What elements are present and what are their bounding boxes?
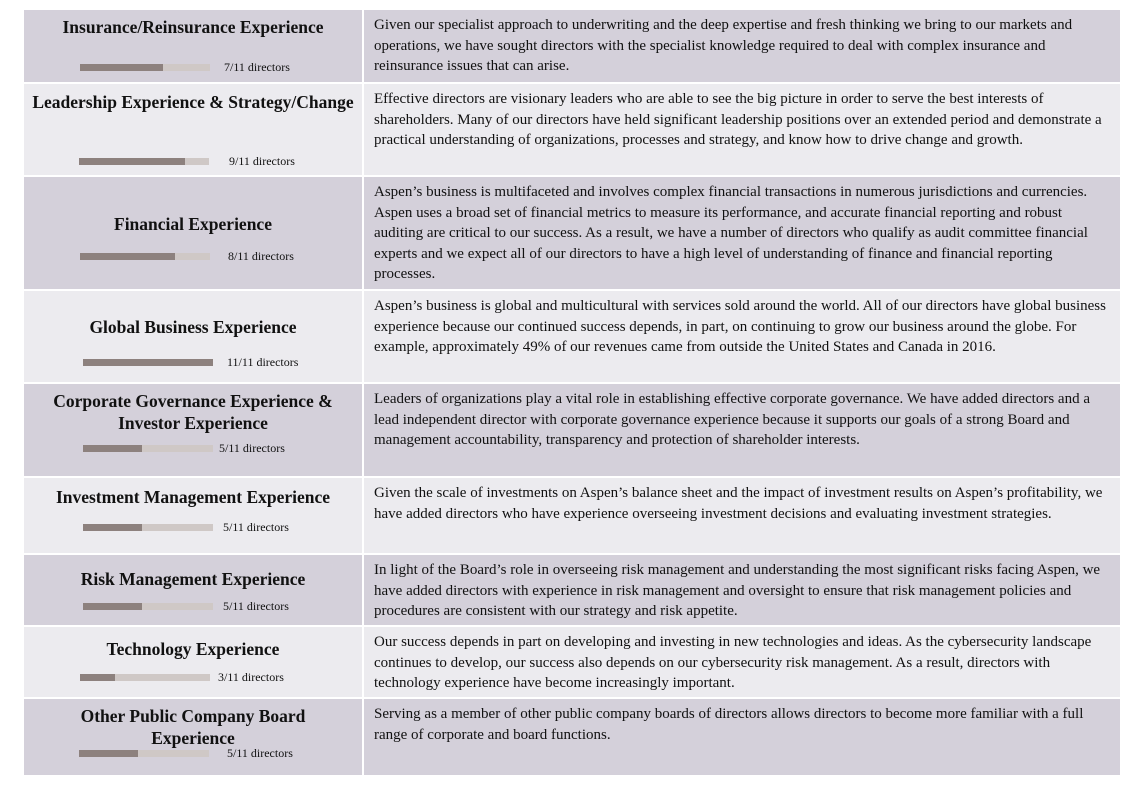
skill-cell bbox=[24, 291, 364, 382]
skill-meter bbox=[83, 520, 289, 535]
skill-count: 9/11 directors bbox=[229, 154, 295, 168]
skill-meter bbox=[80, 249, 294, 264]
skill-description: Given our specialist approach to underwriting and the deep expertise and fresh thinking we bring to our markets and operations, we have sought directors with the specialist knowledge required to deal with complex insurance and reinsurance issues that can arise. bbox=[364, 10, 1120, 82]
skill-cell bbox=[24, 478, 364, 553]
skill-cell bbox=[24, 177, 364, 289]
skill-description: Serving as a member of other public company boards of directors allows directors to become more familiar with a full range of corporate and board functions. bbox=[364, 699, 1120, 775]
skill-title: Technology Experience bbox=[106, 639, 280, 659]
skill-description: Leaders of organizations play a vital role in establishing effective corporate governance. We have added directors and a lead independent director with corporate governance experience because it supports our goals of a strong Board and management accountability, transparency and protection of shareholder interests. bbox=[364, 384, 1120, 476]
skill-bar bbox=[80, 253, 210, 260]
skill-bar bbox=[80, 64, 210, 71]
skill-count: 7/11 directors bbox=[224, 60, 290, 74]
skill-bar-fill bbox=[83, 524, 142, 531]
skill-meter bbox=[79, 746, 293, 761]
skill-count: 5/11 directors bbox=[219, 441, 285, 455]
skill-description: Given the scale of investments on Aspen’s balance sheet and the impact of investment results on Aspen’s profitability, we have added directors who have experience overseeing investment decisions and evaluating investment strategies. bbox=[364, 478, 1120, 553]
skill-count: 5/11 directors bbox=[223, 520, 289, 534]
skill-title: Insurance/Reinsurance Experience bbox=[62, 17, 324, 37]
skill-row bbox=[24, 555, 1120, 627]
skill-meter bbox=[83, 355, 298, 370]
skill-cell bbox=[24, 384, 364, 476]
skill-bar-fill bbox=[80, 253, 175, 260]
skill-description: Our success depends in part on developing and investing in new technologies and ideas. As the cybersecurity landscape continues to develop, our success also depends on our cybersecurity risk management. As a result, directors with technology experience have become increasingly important. bbox=[364, 627, 1120, 697]
skill-title: Investment Management Experience bbox=[55, 487, 331, 507]
skill-bar bbox=[83, 445, 213, 452]
skill-meter bbox=[79, 154, 295, 169]
skill-bar-fill bbox=[80, 674, 115, 681]
skill-meter bbox=[80, 670, 284, 685]
skill-bar-fill bbox=[83, 603, 142, 610]
skill-description: Effective directors are visionary leaders who are able to see the big picture in order to serve the best interests of shareholders. Many of our directors have held significant leadership positions over an extended period and demonstrate a practical understanding of organizations, processes and strategy, and know how to drive change and growth. bbox=[364, 84, 1120, 175]
director-skills-table bbox=[24, 10, 1120, 775]
skill-title: Other Public Company Board Experience bbox=[80, 706, 306, 748]
skill-row bbox=[24, 84, 1120, 177]
skill-row bbox=[24, 699, 1120, 775]
skill-count: 5/11 directors bbox=[227, 746, 293, 760]
skill-cell bbox=[24, 10, 364, 82]
skill-bar-fill bbox=[83, 445, 142, 452]
skill-bar-fill bbox=[80, 64, 163, 71]
skill-row bbox=[24, 177, 1120, 291]
skill-row bbox=[24, 10, 1120, 84]
skill-row bbox=[24, 627, 1120, 699]
skill-meter bbox=[80, 60, 290, 75]
skill-bar-fill bbox=[79, 750, 138, 757]
skill-bar bbox=[83, 603, 213, 610]
skill-meter bbox=[83, 441, 285, 456]
skill-title: Leadership Experience & Strategy/Change bbox=[32, 92, 354, 112]
skill-count: 8/11 directors bbox=[228, 249, 294, 263]
skill-bar-fill bbox=[83, 359, 213, 366]
skill-bar bbox=[80, 674, 210, 681]
skill-description: In light of the Board’s role in overseeing risk management and understanding the most significant risks facing Aspen, we have added directors with experience in risk management and oversight to ensure that risk management policies and procedures are consistent with our strategy and risk appetite. bbox=[364, 555, 1120, 625]
skill-bar bbox=[83, 359, 213, 366]
skill-bar-fill bbox=[79, 158, 185, 165]
skill-count: 5/11 directors bbox=[223, 599, 289, 613]
skill-row bbox=[24, 478, 1120, 555]
skill-row bbox=[24, 291, 1120, 384]
skill-count: 11/11 directors bbox=[227, 355, 299, 369]
skill-cell bbox=[24, 699, 364, 775]
skill-cell bbox=[24, 555, 364, 625]
skill-title: Global Business Experience bbox=[89, 317, 297, 337]
skill-row bbox=[24, 384, 1120, 478]
skill-description: Aspen’s business is global and multicultural with services sold around the world. All of our directors have global business experience because our continued success depends, in part, on continuing to grow our business around the globe. For example, approximately 49% of our revenues came from outside the United States and Canada in 2016. bbox=[364, 291, 1120, 382]
skill-bar bbox=[83, 524, 213, 531]
skill-title: Financial Experience bbox=[114, 214, 272, 234]
skill-cell bbox=[24, 627, 364, 697]
skill-count: 3/11 directors bbox=[218, 670, 284, 684]
skill-title: Risk Management Experience bbox=[80, 569, 306, 589]
skill-meter bbox=[83, 599, 289, 614]
skill-bar bbox=[79, 158, 209, 165]
skill-bar bbox=[79, 750, 209, 757]
skill-title: Corporate Governance Experience & Investor Experience bbox=[53, 391, 333, 433]
skill-description: Aspen’s business is multifaceted and involves complex financial transactions in numerous jurisdictions and currencies. Aspen uses a broad set of financial metrics to measure its performance, and accurate financial reporting and robust auditing are critical to our success. As a result, we have a number of directors who qualify as audit committee financial experts and we expect all of our directors to have a high level of understanding of finance and financial reporting processes. bbox=[364, 177, 1120, 289]
skill-cell bbox=[24, 84, 364, 175]
